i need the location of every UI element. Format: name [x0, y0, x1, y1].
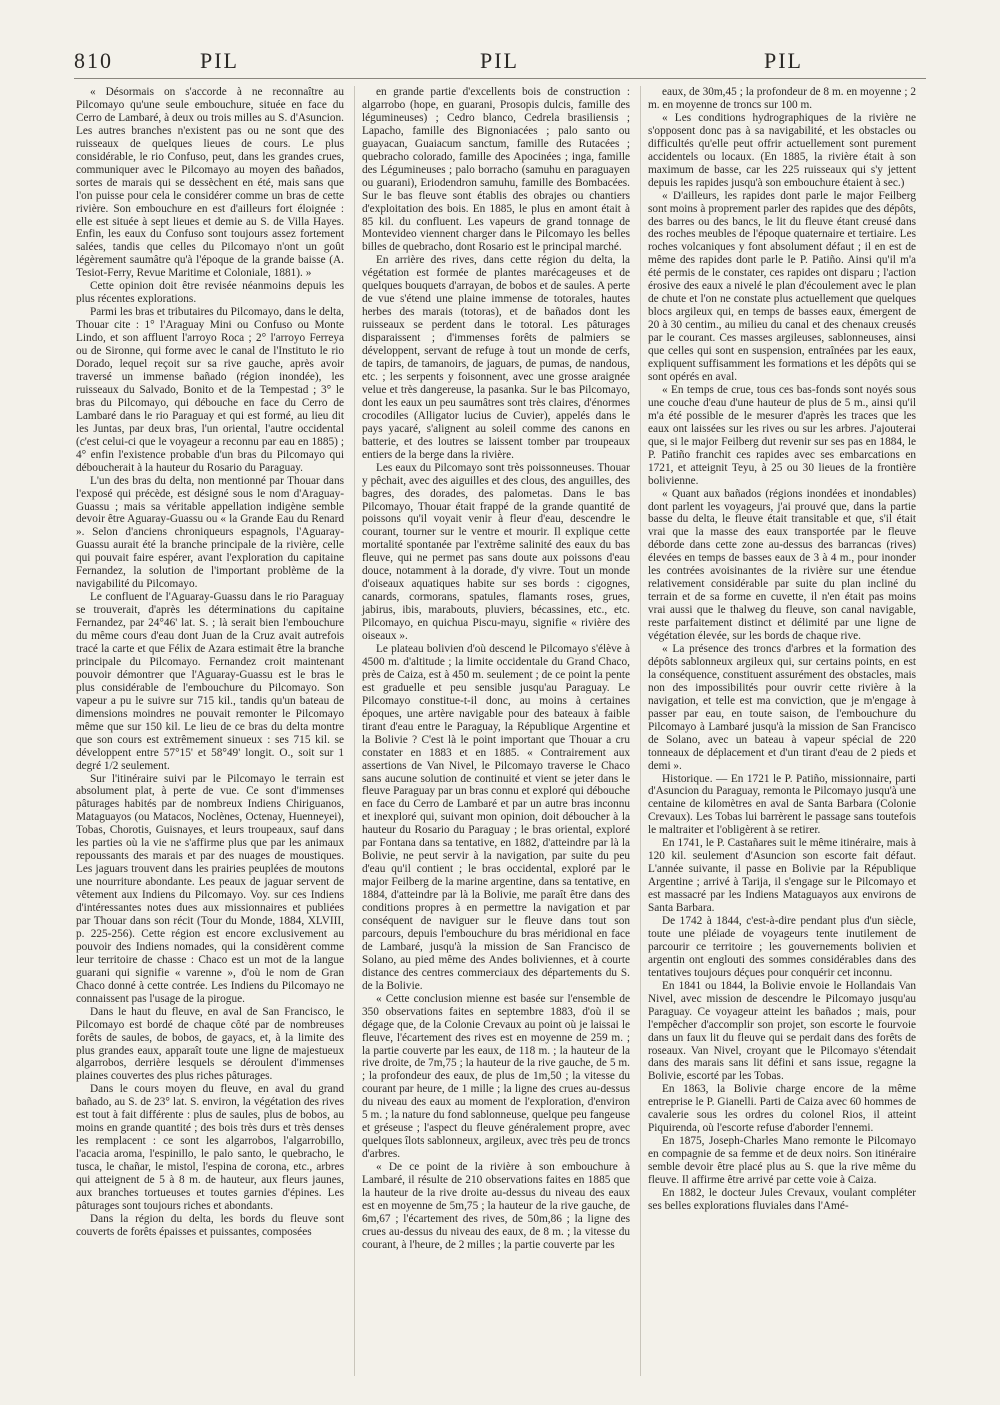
page-header	[0, 42, 1000, 82]
paragraph: « De ce point de la rivière à son embouchure à Lambaré, il résulte de 210 observations faites en 1885 que la hauteur de la rive droite au-dessus du niveau des eaux est en moyenne de 5m,75 ; la hauteur de la rive gauche, de 6m,67 ; l'écartement des rives, de 50m,86 ; la ligne des crues au-dessus du niveau des eaux, de 8 m. ; la vitesse du courant, à l'heure, de 2 milles ; la partie couverte par les	[362, 1161, 630, 1251]
column-divider	[354, 86, 355, 1376]
header-rule	[74, 78, 926, 79]
paragraph: eaux, de 30m,45 ; la profondeur de 8 m. en moyenne ; 2 m. en moyenne de troncs sur 100 m.	[648, 86, 916, 111]
paragraph: « La présence des troncs d'arbres et la formation des dépôts sablonneux argileux qui, sur certains points, en est la conséquence, constituent assurément des obstacles, mais non des impossibilités pour ouvrir cette rivière à la navigation, et telle est ma conviction, que je m'engage à passer par eau, en toute saison, de l'embouchure du Pilcomayo à Lambaré jusqu'à la mission de San Francisco de Solano, avec un bateau à vapeur spécial de 220 tonneaux de déplacement et d'un tirant d'eau de 2 pieds et demi ».	[648, 642, 916, 772]
text-column-middle	[362, 86, 630, 1252]
paragraph: « En temps de crue, tous ces bas-fonds sont noyés sous une couche d'eau d'une hauteur de plus de 5 m., ainsi qu'il m'a été possible de le mesurer d'après les traces que les eaux ont laissées sur les rives ou sur les arbres. J'ajouterai que, si le major Feilberg dut revenir sur ses pas en 1884, le P. Patiño franchit ces rapides avec ses embarcations en 1721, et atteignit Teyu, à 25 ou 30 lieues de la frontière bolivienne.	[648, 383, 916, 487]
paragraph: « Désormais on s'accorde à ne reconnaître au Pilcomayo qu'une seule embouchure, située en face du Cerro de Lambaré, à deux ou trois milles au S. d'Asuncion. Les autres branches n'existent pas ou ne sont que des ruisseaux de quelques lieues de cours. Le plus considérable, le rio Confuso, peut, dans les grandes crues, communiquer avec le Pilcomayo au moyen des bañados, sortes de marais qui se dessèchent en été, mais sans que l'on puisse pour cela le considérer comme un bras de cette rivière. Son embouchure en est d'ailleurs fort éloignée : elle est située à sept lieues et demie au S. de Villa Hayes. Enfin, les eaux du Confuso sont toujours assez fortement salées, tandis que celles du Pilcomayo n'ont un goût légèrement saumâtre qu'à l'époque de la grande baisse (A. Tesiot-Ferry, Revue Maritime et Coloniale, 1881). »	[76, 86, 344, 280]
paragraph: « Les conditions hydrographiques de la rivière ne s'opposent donc pas à sa navigabilité, et les obstacles ou difficultés qu'elle peut offrir actuellement sont purement accidentels ou locaux. (En 1885, la rivière était à son maximum de basse, car les 225 ruisseaux qui s'y jettent depuis les rapides jusqu'à son embouchure étaient à sec.)	[648, 111, 916, 189]
paragraph: Parmi les bras et tributaires du Pilcomayo, dans le delta, Thouar cite : 1° l'Araguay Mini ou Confuso ou Monte Lindo, et son affluent l'arroyo Roca ; 2° l'arroyo Ferreya ou de Sironne, qui forme avec le canal de l'Instituto le rio Dorado, lequel reçoit sur sa rive gauche, après avoir traversé un immense bañado (région inondée), les ruisseaux du Salvado, Bonito et de la Tempestad ; 3° le bras du Pilcomayo, qui débouche en face du Cerro de Lambaré dans le rio Paraguay et qui est formé, au lieu dit les Juntas, par deux bras, l'un oriental, l'autre occidental (c'est celui-ci que le voyageur a reconnu par eau en 1885) ; 4° enfin l'existence probable d'un bras du Pilcomayo qui déboucherait à la hauteur du Rosario du Paraguay.	[76, 306, 344, 474]
paragraph: en grande partie d'excellents bois de construction : algarrobo (hope, en guarani, Prosopis dulcis, famille des légumineuses) ; Cedro blanco, Cedrela brasiliensis ; Lapacho, famille des Bignoniacées ; palo santo ou guayacan, Guaiacum sanctum, famille des Rutacées ; quebracho colorado, famille des Apocinées ; inga, famille des Légumineuses ; palo borracho (samuhu en paraguayen ou guarani), Eriodendron samuhu, famille des Bombacées. Sur le bas fleuve sont établis des obrajes ou chantiers d'exploitation des bois. En 1885, le plus en amont était à 85 kil. du confluent. Les vapeurs de grand tonnage de Montevideo viennent charger dans le Pilcomayo les belles billes de quebracho, dont Rosario est le principal marché.	[362, 86, 630, 254]
paragraph: Le plateau bolivien d'où descend le Pilcomayo s'élève à 4500 m. d'altitude ; la limite occidentale du Grand Chaco, près de Caiza, est à 450 m. seulement ; de ce point la pente est graduelle et peu sensible jusqu'au Paraguay. Le Pilcomayo constitue-t-il donc, au moins à certaines époques, une artère navigable pour des bateaux à faible tirant d'eau entre le Paraguay, la République Argentine et la Bolivie ? C'est là le point important que Thouar a cru constater en 1883 et en 1885. « Contrairement aux assertions de Van Nivel, le Pilcomayo traverse le Chaco sans aucune solution de continuité et vient se jeter dans le fleuve Paraguay par un bras connu et exploré qui débouche en face du Cerro de Lambaré et par un autre bras inconnu et inexploré qui, suivant mon opinion, doit déboucher à la hauteur du Rosario du Paraguay ; le bras oriental, exploré par Fontana dans sa tentative, en 1882, d'atteindre par là la Bolivie, ne peut servir à la navigation, par suite du peu d'eau qu'il contient ; le bras occidental, exploré par le major Feilberg de la marine argentine, dans sa tentative, en 1884, d'atteindre par là la Bolivie, me paraît être dans des conditions propres à en permettre la navigation et par conséquent de naviguer sur le fleuve dans tout son parcours, depuis l'embouchure du bras méridional en face de Lambaré, jusqu'à la mission de San Francisco de Solano, au pied même des Andes boliviennes, et à courte distance des centres commerciaux des départements du S. de la Bolivie.	[362, 642, 630, 992]
running-title-right: PIL	[764, 48, 803, 73]
paragraph: Historique. — En 1721 le P. Patiño, missionnaire, parti d'Asuncion du Paraguay, remonta le Pilcomayo jusqu'à une centaine de kilomètres en aval de Santa Barbara (Colonie Crevaux). Les Tobas lui barrèrent le passage sans toutefois le maltraiter et l'obligèrent à se retirer.	[648, 772, 916, 837]
paragraph: En arrière des rives, dans cette région du delta, la végétation est formée de plantes marécageuses et de quelques bouquets d'arrayan, de bobos et de saules. A perte de vue s'étend une plaine immense de totorales, hautes herbes des marais (totoras), et de bañados dont les ruisseaux se perdent dans le totoral. Les pâturages disparaissent ; d'immenses forêts de palmiers se développent, servant de refuge à tout un monde de cerfs, de tapirs, de tamanoirs, de jaguars, de pumas, de nandous, etc. ; les serpents y foisonnent, avec une grosse araignée velue et très dangereuse, la pasanka. Sur le bas Pilcomayo, dont les eaux un peu saumâtres sont très claires, d'énormes crocodiles (Alligator lucius de Cuvier), appelés dans le pays yacaré, s'alignent au soleil comme des canons en batterie, et des loutres se laissent tomber par troupeaux entiers de la berge dans la rivière.	[362, 254, 630, 461]
running-title-left: PIL	[200, 48, 239, 73]
paragraph: Les eaux du Pilcomayo sont très poissonneuses. Thouar y pêchait, avec des aiguilles et des clous, des anguilles, des bagres, des dorades, des palometas. Dans le bas Pilcomayo, Thouar était frappé de la grande quantité de poissons qu'il voyait venir à fleur d'eau, descendre le courant, tourner sur le ventre et mourir. Il explique cette mortalité spontanée par l'extrême salinité des eaux du bas fleuve, qui ne permet pas sans doute aux poissons d'eau douce, notamment à la dorade, d'y vivre. Tout un monde d'oiseaux aquatiques habite sur ses bords : cigognes, canards, cormorans, spatules, flamants roses, grues, jabirus, ibis, marabouts, pluviers, bécassines, etc., etc. Pilcomayo, en quichua Piscu-mayu, signifie « rivière des oiseaux ».	[362, 461, 630, 643]
paragraph: Sur l'itinéraire suivi par le Pilcomayo le terrain est absolument plat, à perte de vue. Ce sont d'immenses pâturages habités par de nombreux Indiens Chiriguanos, Mataguayos (ou Matacos, Noclènes, Octenay, Huenneyei), Tobas, Chorotis, Guisnayes, et leurs troupeaux, sauf dans les parties où la vie ne s'affirme plus que par les animaux repoussants des marais et par des nuages de moustiques. Les jaguars trouvent dans les prairies peuplées de moutons une nourriture abondante. Les peaux de jaguar servent de vêtement aux Indiens du Pilcomayo. Voy. sur ces Indiens d'intéressantes notes dues aux missionnaires et publiées par Thouar dans son récit (Tour du Monde, 1884, XLVIII, p. 225-256). Cette région est encore exclusivement au pouvoir des Indiens nomades, qui la considèrent comme leur territoire de chasse : Chaco est un mot de la langue guarani qui signifie « varenne », d'où le nom de Gran Chaco donné à cette contrée. Les Indiens du Pilcomayo ne connaissent pas l'usage de la pirogue.	[76, 772, 344, 1005]
paragraph: En 1863, la Bolivie charge encore de la même entreprise le P. Gianelli. Parti de Caiza avec 60 hommes de cavalerie sous les ordres du colonel Rios, il atteint Piquirenda, où l'escorte refuse d'aborder l'ennemi.	[648, 1083, 916, 1135]
text-column-left	[76, 86, 344, 1239]
text-column-right	[648, 86, 916, 1213]
column-divider	[640, 86, 641, 1376]
paragraph: En 1882, le docteur Jules Crevaux, voulant compléter ses belles explorations fluviales dans l'Amé-	[648, 1187, 916, 1212]
paragraph: Dans le cours moyen du fleuve, en aval du grand bañado, au S. de 23° lat. S. environ, la végétation des rives est tout à fait différente : plus de saules, plus de bobos, au moins en grande quantité ; des bois très durs et très denses les remplacent : ce sont les algarrobos, l'algarrobillo, l'acacia aroma, l'espinillo, le palo santo, le quebracho, le tusca, le chañar, le mistol, l'espina de corona, etc., arbres qui atteignent de 5 à 8 m. de hauteur, aux fleurs jaunes, aux branches tortueuses et toutes garnies d'épines. Les pâturages sont toujours riches et abondants.	[76, 1083, 344, 1212]
paragraph: Dans la région du delta, les bords du fleuve sont couverts de forêts épaisses et puissantes, composées	[76, 1212, 344, 1238]
running-title-center: PIL	[480, 48, 519, 73]
paragraph: « Cette conclusion mienne est basée sur l'ensemble de 350 observations faites en septembre 1883, d'où il se dégage que, de la Colonie Crevaux au point où je laissai le fleuve, l'écartement des rives est en moyenne de 259 m. ; la partie couverte par les eaux, de 118 m. ; la hauteur de la rive droite, de 7m,75 ; la hauteur de la rive gauche, de 5 m. ; la profondeur des eaux, de plus de 1m,50 ; la vitesse du courant par heure, de 1 mille ; la ligne des crues au-dessus du niveau des eaux au moment de l'exploration, d'environ 5 m. ; la nature du fond sablonneuse, quelque peu fangeuse et gréseuse ; l'aspect du fleuve généralement propre, avec quelques îlots sablonneux, argileux, avec très peu de troncs d'arbres.	[362, 992, 630, 1161]
paragraph: En 1841 ou 1844, la Bolivie envoie le Hollandais Van Nivel, avec mission de descendre le Pilcomayo jusqu'au Paraguay. Ce voyageur atteint les bañados ; mais, pour l'empêcher d'accomplir son projet, son escorte le fourvoie dans un faux lit du fleuve qui se perdait dans des forêts de roseaux. Van Nivel, croyant que le Pilcomayo s'étendait dans des marais sans lit défini et sans issue, regagne la Bolivie, escorté par les Tobas.	[648, 979, 916, 1083]
page-number: 810	[74, 48, 113, 73]
paragraph: Dans le haut du fleuve, en aval de San Francisco, le Pilcomayo est bordé de chaque côté par de nombreuses forêts de saules, de bobos, de gayacs, et, à la limite des plus grandes eaux, apparaît toute une ligne de majestueux algarrobos, derrière lesquels se déroulent d'immenses plaines couvertes des plus riches pâturages.	[76, 1005, 344, 1083]
paragraph: « Quant aux bañados (régions inondées et inondables) dont parlent les voyageurs, j'ai prouvé que, dans la partie basse du delta, le fleuve était transitable et que, s'il était vrai que la masse des eaux transportée par le fleuve déborde dans cette zone au-dessus des barrancas (rives) élevées en temps de basses eaux de 3 à 4 m., pour inonder les contrées avoisinantes de la rivière sur une étendue relativement considérable par suite du plan incliné du terrain et de sa forme en cuvette, il n'en était pas moins vrai aussi que le thalweg du fleuve, son canal navigable, reste parfaitement distinct et délimité par une ligne de végétation élevée, sur les bords de chaque rive.	[648, 487, 916, 643]
paragraph: De 1742 à 1844, c'est-à-dire pendant plus d'un siècle, toute une pléiade de voyageurs tente inutilement de parcourir ce territoire ; les gouvernements bolivien et argentin ont englouti des sommes considérables dans des tentatives toujours déçues pour conquérir cet inconnu.	[648, 915, 916, 979]
paragraph: Cette opinion doit être revisée néanmoins depuis les plus récentes explorations.	[76, 280, 344, 306]
paragraph: Le confluent de l'Aguaray-Guassu dans le rio Paraguay se trouverait, d'après les déterminations du capitaine Fernandez, par 24°46' lat. S. ; là serait bien l'embouchure du même cours d'eau dont Juan de la Cruz avait autrefois tracé la carte et que Félix de Azara estimait être la branche principale du Pilcomayo. Fernandez croit maintenant pouvoir démontrer que l'Aguaray-Guassu est le bras le plus considérable de l'embouchure du Pilcomayo. Son vapeur a pu le suivre sur 715 kil., tandis qu'un bateau de dimensions moindres ne pouvait remonter le Pilcomayo même que sur 150 kil. Le lieu de ce bras du delta montre que son cours est extrêmement sinueux : ses 715 kil. se développent entre 57°15' et 58°49' longit. O., soit sur 1 degré 1/2 seulement.	[76, 591, 344, 772]
paragraph: « D'ailleurs, les rapides dont parle le major Feilberg sont moins à proprement parler des rapides que des dépôts, des barres ou des bancs, le lit du fleuve étant creusé dans des roches meubles de l'époque quaternaire et tertiaire. Les roches volcaniques y font absolument défaut ; il en est de même des rapides dont parle le P. Patiño. Ainsi qu'il m'a été permis de le constater, ces rapides ont disparu ; l'action érosive des eaux a nivelé le plan d'écoulement avec le plan de chute et l'on ne constate plus actuellement que quelques blocs argileux qui, en temps de basses eaux, émergent de 20 à 30 centim., au milieu du canal et des chenaux creusés par le courant. Ces masses argileuses, sablonneuses, ainsi que celles qui sont en suspension, entraînées par les eaux, expliquent suffisamment les formations et les dépôts qui se sont opérés en aval.	[648, 189, 916, 383]
paragraph: En 1875, Joseph-Charles Mano remonte le Pilcomayo en compagnie de sa femme et de deux noirs. Son itinéraire semble devoir être placé plus au S. que la rive même du fleuve. Il affirme être arrivé par cette voie à Caiza.	[648, 1135, 916, 1187]
paragraph: En 1741, le P. Castañares suit le même itinéraire, mais à 120 kil. seulement d'Asuncion son escorte fait défaut. L'année suivante, il passe en Bolivie par la République Argentine ; arrivé à Tarija, il s'engage sur le Pilcomayo et est massacré par les Indiens Mataguayos aux environs de Santa Barbara.	[648, 837, 916, 915]
paragraph: L'un des bras du delta, non mentionné par Thouar dans l'exposé qui précède, est désigné sous le nom d'Araguay-Guassu ; mais sa véritable appellation indigène semble devoir être Aguaray-Guassu ou « la Grande Eau du Renard ». Selon d'anciens chroniqueurs espagnols, l'Aguaray-Guassu aurait été la branche principale de la rivière, celle qui pouvait faire espérer, avant l'exploration du capitaine Fernandez, la solution de l'important problème de la navigabilité du Pilcomayo.	[76, 474, 344, 591]
